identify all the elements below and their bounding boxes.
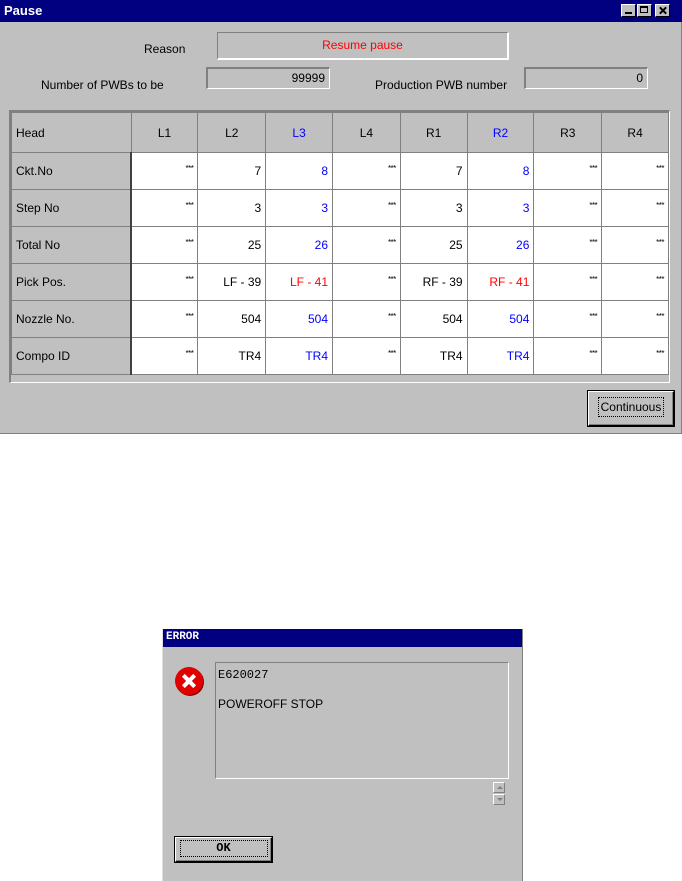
table-cell (467, 153, 534, 190)
continuous-button-label: Continuous (598, 397, 665, 417)
table-cell (333, 190, 401, 227)
table-cell (131, 153, 198, 190)
table-cell (400, 301, 467, 338)
spin-down-icon[interactable] (493, 794, 505, 805)
cell-value: 504 (442, 312, 463, 326)
cell-value: 8 (522, 164, 530, 178)
table-cell (266, 153, 333, 190)
table-cell (534, 153, 602, 190)
header-r1: R1 (400, 113, 467, 153)
head-status-table (9, 110, 670, 383)
cell-value: *** (387, 164, 396, 173)
table-row (12, 153, 669, 190)
cell-value: 8 (321, 164, 329, 178)
cell-value: 3 (522, 201, 530, 215)
cell-value: *** (185, 275, 194, 284)
cell-value: 504 (509, 312, 530, 326)
table-cell (266, 301, 333, 338)
header-r4: R4 (602, 113, 669, 153)
table-cell (467, 227, 534, 264)
table-cell (534, 301, 602, 338)
table-cell (534, 190, 602, 227)
table-header-row (12, 113, 669, 153)
error-message: POWEROFF STOP (218, 697, 324, 711)
cell-value: *** (185, 312, 194, 321)
table-cell (131, 227, 198, 264)
error-title: ERROR (166, 631, 200, 643)
header-r2: R2 (467, 113, 534, 153)
row-label: Pick Pos. (12, 264, 132, 301)
spin-up-icon[interactable] (493, 782, 505, 793)
table-cell (467, 338, 534, 375)
pause-title-bar[interactable] (0, 0, 682, 22)
table-cell (602, 338, 669, 375)
header-head: Head (12, 113, 132, 153)
row-label: Step No (12, 190, 132, 227)
table-cell (198, 190, 266, 227)
row-label: Total No (12, 227, 132, 264)
table-cell (198, 338, 266, 375)
cell-value: 7 (254, 164, 262, 178)
cell-value: TR4 (439, 349, 463, 363)
table-cell (534, 338, 602, 375)
table-cell (400, 227, 467, 264)
table-cell (266, 338, 333, 375)
header-l2: L2 (198, 113, 266, 153)
table-cell (467, 190, 534, 227)
table-cell (198, 301, 266, 338)
error-message-box (215, 662, 509, 779)
table-cell (333, 153, 401, 190)
table-cell (602, 227, 669, 264)
cell-value: *** (656, 238, 664, 247)
cell-value: *** (185, 238, 194, 247)
table-cell (467, 264, 534, 301)
pwbs-label: Number of PWBs to be (41, 78, 164, 92)
cell-value: *** (656, 312, 664, 321)
table-cell (198, 264, 266, 301)
cell-value: *** (387, 238, 396, 247)
cell-value: 3 (254, 201, 262, 215)
table-cell (266, 264, 333, 301)
table-row (12, 190, 669, 227)
table-row (12, 338, 669, 375)
cell-value: *** (185, 201, 194, 210)
production-field: 0 (524, 67, 648, 89)
cell-value: 3 (321, 201, 329, 215)
row-label: Compo ID (12, 338, 132, 375)
cell-value: TR4 (305, 349, 329, 363)
table-cell (198, 227, 266, 264)
cell-value: *** (387, 312, 396, 321)
cell-value: *** (589, 201, 598, 210)
cell-value: *** (185, 164, 194, 173)
cell-value: 25 (449, 238, 463, 252)
error-title-bar[interactable] (163, 629, 522, 647)
ok-button-label: OK (180, 840, 268, 857)
cell-value: *** (656, 349, 664, 358)
continuous-button[interactable] (588, 391, 674, 426)
cell-value: *** (589, 238, 598, 247)
table-cell (333, 338, 401, 375)
table-cell (400, 338, 467, 375)
close-icon[interactable] (655, 4, 670, 17)
cell-value: *** (589, 349, 598, 358)
table-cell (333, 227, 401, 264)
header-r3: R3 (534, 113, 602, 153)
row-label: Nozzle No. (12, 301, 132, 338)
table-cell (333, 301, 401, 338)
cell-value: *** (656, 275, 664, 284)
cell-value: RF - 39 (422, 275, 463, 289)
table-row (12, 301, 669, 338)
cell-value: *** (387, 275, 396, 284)
table-cell (602, 190, 669, 227)
window-title: Pause (4, 3, 43, 18)
cell-value: TR4 (238, 349, 262, 363)
cell-value: 504 (307, 312, 329, 326)
cell-value: *** (656, 201, 664, 210)
error-code: E620027 (218, 668, 269, 682)
table-cell (131, 190, 198, 227)
table-cell (602, 301, 669, 338)
table-cell (400, 153, 467, 190)
table-cell (602, 264, 669, 301)
cell-value: LF - 41 (290, 275, 329, 289)
cell-value: *** (656, 164, 664, 173)
ok-button[interactable] (175, 837, 272, 862)
cell-value: *** (589, 164, 598, 173)
cell-value: RF - 41 (489, 275, 530, 289)
error-dialog (162, 629, 523, 881)
minimize-icon[interactable] (621, 4, 636, 17)
production-label: Production PWB number (375, 78, 508, 92)
cell-value: 26 (314, 238, 329, 252)
cell-value: *** (185, 349, 194, 358)
header-l1: L1 (131, 113, 198, 153)
cell-value: 7 (455, 164, 463, 178)
header-l3: L3 (266, 113, 333, 153)
table-cell (534, 227, 602, 264)
cell-value: *** (589, 275, 598, 284)
error-icon (175, 667, 203, 695)
cell-value: *** (589, 312, 598, 321)
cell-value: 3 (455, 201, 463, 215)
table-cell (131, 301, 198, 338)
cell-value: 26 (516, 238, 530, 252)
row-label: Ckt.No (12, 153, 132, 190)
reason-field: Resume pause (217, 32, 509, 60)
cell-value: TR4 (506, 349, 530, 363)
table-cell (534, 264, 602, 301)
cell-value: *** (387, 349, 396, 358)
cell-value: *** (387, 201, 396, 210)
cell-value: LF - 39 (223, 275, 262, 289)
table-cell (266, 190, 333, 227)
table-cell (400, 264, 467, 301)
table-cell (266, 227, 333, 264)
scroll-spinner[interactable] (493, 782, 505, 805)
table-row (12, 264, 669, 301)
maximize-icon[interactable] (637, 4, 652, 17)
cell-value: 25 (247, 238, 262, 252)
table-cell (131, 338, 198, 375)
pause-window (0, 0, 682, 434)
table-cell (467, 301, 534, 338)
cell-value: 504 (241, 312, 262, 326)
table-row (12, 227, 669, 264)
table-cell (400, 190, 467, 227)
table-cell (333, 264, 401, 301)
table-cell (198, 153, 266, 190)
header-l4: L4 (333, 113, 401, 153)
table-cell (131, 264, 198, 301)
table-cell (602, 153, 669, 190)
pwbs-field: 99999 (206, 67, 330, 89)
reason-label: Reason (144, 42, 186, 56)
